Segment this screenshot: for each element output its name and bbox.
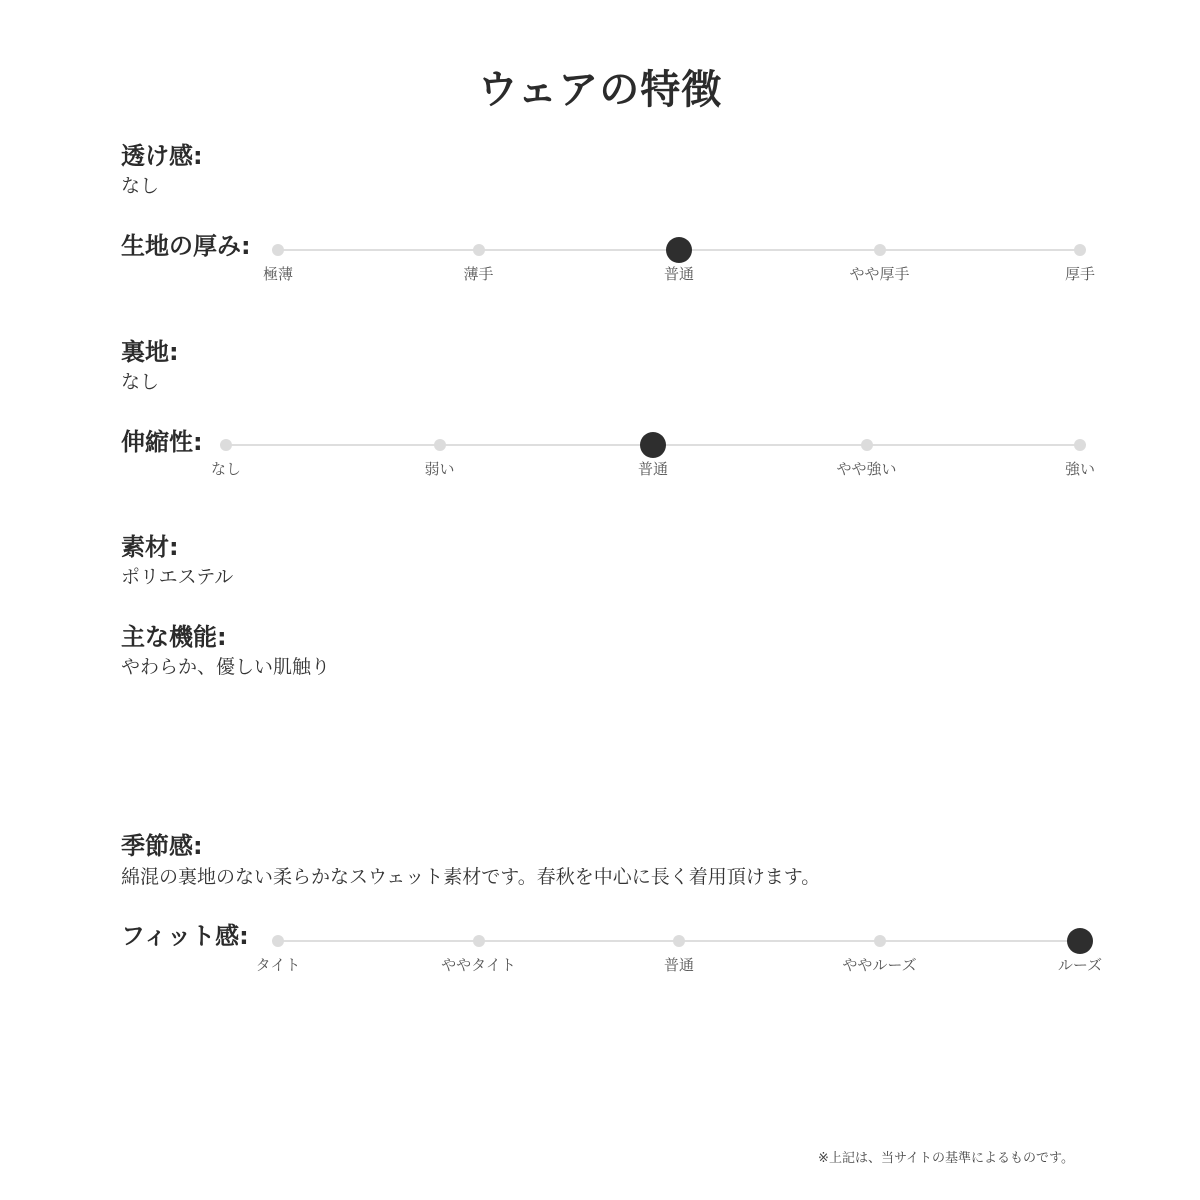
stretch-option-label: やや強い bbox=[836, 460, 897, 478]
season-value: 綿混の裏地のない柔らかなスウェット素材です。春秋を中心に長く着用頂けます。 bbox=[121, 866, 821, 888]
stretch-option-label: なし bbox=[210, 460, 242, 478]
stretch-option-dot bbox=[1074, 439, 1086, 451]
lining-value: なし bbox=[121, 371, 160, 393]
footnote: ※上記は、当サイトの基準によるものです。 bbox=[818, 1151, 1074, 1166]
stretch-label: 伸縮性: bbox=[121, 428, 203, 456]
fit-selected-marker bbox=[1067, 928, 1093, 954]
fit-option-label: ルーズ bbox=[1057, 956, 1103, 974]
thickness-option-dot bbox=[473, 244, 485, 256]
stretch-option-dot bbox=[861, 439, 873, 451]
page-title: ウェアの特徴 bbox=[477, 67, 723, 113]
stretch-option-dot bbox=[434, 439, 446, 451]
thickness-option-dot bbox=[272, 244, 284, 256]
transparency-value: なし bbox=[121, 175, 160, 197]
fit-option-label: タイト bbox=[255, 956, 301, 974]
thickness-option-label: 薄手 bbox=[463, 265, 494, 283]
material-value: ポリエステル bbox=[121, 566, 234, 588]
thickness-option-dot bbox=[874, 244, 886, 256]
material-label: 素材: bbox=[121, 533, 179, 561]
stretch-option-label: 弱い bbox=[424, 460, 455, 478]
fit-scale bbox=[0, 931, 1200, 974]
fit-option-label: 普通 bbox=[663, 956, 695, 974]
thickness-option-label: 厚手 bbox=[1064, 265, 1096, 283]
stretch-option-dot bbox=[220, 439, 232, 451]
fit-label: フィット感: bbox=[121, 922, 249, 950]
season-label: 季節感: bbox=[121, 832, 203, 860]
fit-option-dot bbox=[874, 935, 886, 947]
stretch-selected-marker bbox=[640, 432, 666, 458]
fit-option-label: ややタイト bbox=[441, 956, 516, 974]
stretch-option-label: 普通 bbox=[637, 460, 669, 478]
fit-option-dot bbox=[272, 935, 284, 947]
thickness-label: 生地の厚み: bbox=[121, 232, 251, 260]
thickness-selected-marker bbox=[666, 237, 692, 263]
thickness-scale bbox=[0, 240, 1200, 283]
lining-label: 裏地: bbox=[121, 338, 179, 366]
features-value: やわらか、優しい肌触り bbox=[121, 656, 331, 678]
fit-option-dot bbox=[473, 935, 485, 947]
stretch-option-label: 強い bbox=[1064, 460, 1096, 478]
fit-option-dot bbox=[673, 935, 685, 947]
thickness-option-label: やや厚手 bbox=[849, 265, 910, 283]
thickness-option-dot bbox=[1074, 244, 1086, 256]
features-label: 主な機能: bbox=[121, 623, 227, 651]
thickness-option-label: 極薄 bbox=[262, 265, 294, 283]
fit-option-label: ややルーズ bbox=[842, 956, 917, 974]
thickness-option-label: 普通 bbox=[663, 265, 695, 283]
stretch-scale bbox=[0, 435, 1200, 478]
transparency-label: 透け感: bbox=[121, 142, 203, 170]
